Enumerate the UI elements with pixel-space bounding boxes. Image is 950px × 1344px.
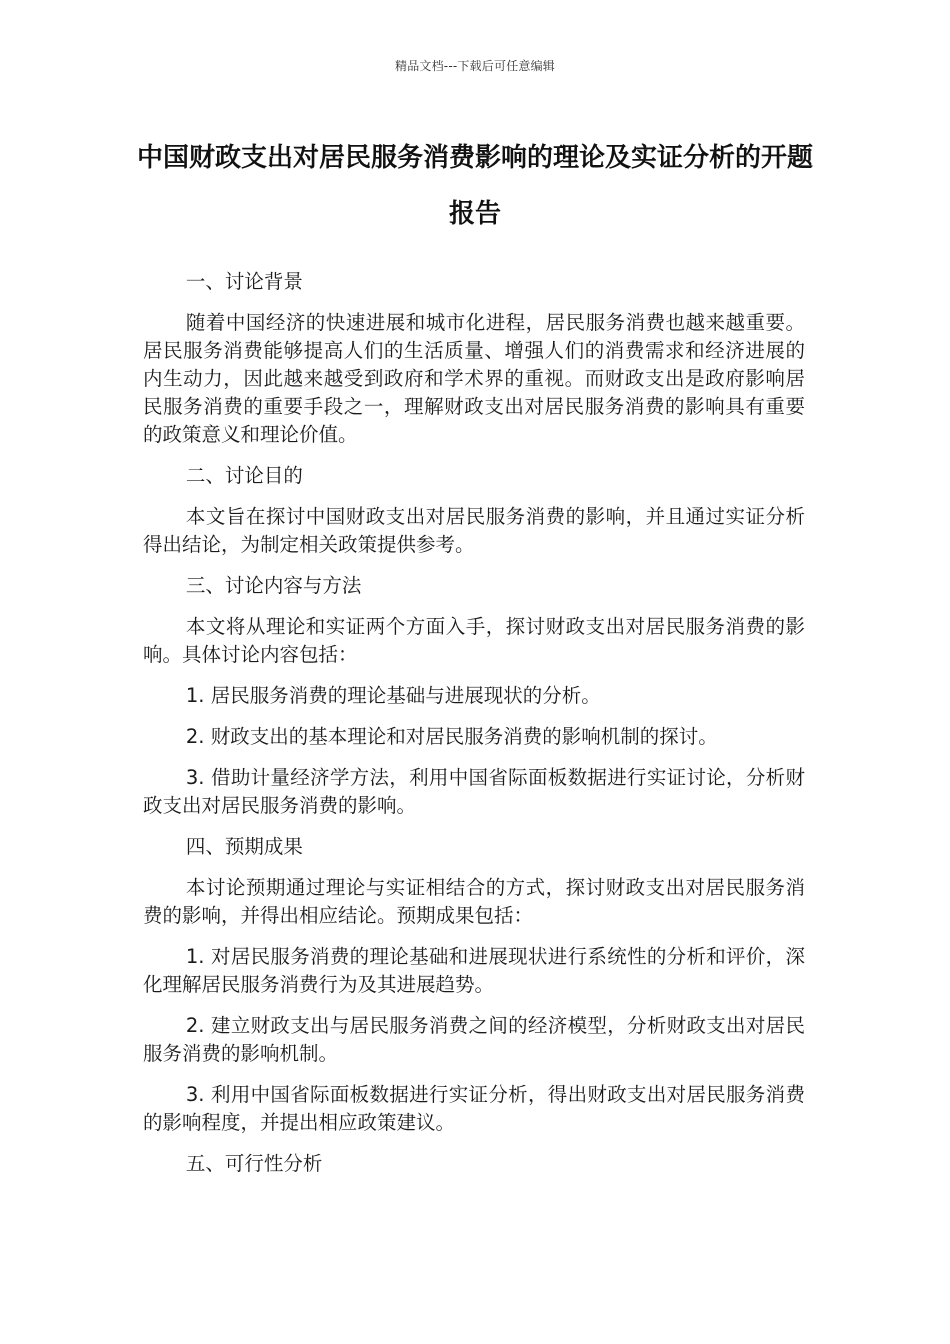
section-heading-background: 一、讨论背景 [185,270,303,293]
paragraph-background: 随着中国经济的快速进展和城市化进程，居民服务消费也越来越重要。居民服务消费能够提高人们的生活质量、增强人们的消费需求和经济进展的内生动力，因此越来越受到政府和学术界的重视。而财政支出是政府影响居民服务消费的重要手段之一，理解财政支出对居民服务消费的影响具有重要的政策意义和理论价值。 [143,311,805,446]
list-item-content-2: 2. 财政支出的基本理论和对居民服务消费的影响机制的探讨。 [185,725,718,748]
section-heading-expected-results: 四、预期成果 [185,835,303,858]
paragraph-expected-results: 本讨论预期通过理论与实证相结合的方式，探讨财政支出对居民服务消费的影响，并得出相应结论。预期成果包括： [143,876,805,927]
list-item-results-3: 3. 利用中国省际面板数据进行实证分析，得出财政支出对居民服务消费的影响程度，并提出相应政策建议。 [143,1083,805,1134]
section-heading-feasibility: 五、可行性分析 [185,1152,323,1175]
header-note: 精品文档---下载后可任意编辑 [395,59,555,73]
document-body [143,268,805,1191]
list-item-results-1: 1. 对居民服务消费的理论基础和进展现状进行系统性的分析和评价，深化理解居民服务消费行为及其进展趋势。 [143,945,805,996]
section-heading-content-method: 三、讨论内容与方法 [185,574,362,597]
paragraph-purpose: 本文旨在探讨中国财政支出对居民服务消费的影响，并且通过实证分析得出结论，为制定相关政策提供参考。 [143,505,805,556]
document-title: 中国财政支出对居民服务消费影响的理论及实证分析的开题报告 [136,143,813,229]
paragraph-content-method: 本文将从理论和实证两个方面入手，探讨财政支出对居民服务消费的影响。具体讨论内容包括： [143,615,805,666]
list-item-content-1: 1. 居民服务消费的理论基础与进展现状的分析。 [185,684,601,707]
section-heading-purpose: 二、讨论目的 [185,464,303,487]
list-item-results-2: 2. 建立财政支出与居民服务消费之间的经济模型，分析财政支出对居民服务消费的影响机制。 [143,1014,805,1065]
list-item-content-3: 3. 借助计量经济学方法，利用中国省际面板数据进行实证讨论，分析财政支出对居民服务消费的影响。 [143,766,805,817]
